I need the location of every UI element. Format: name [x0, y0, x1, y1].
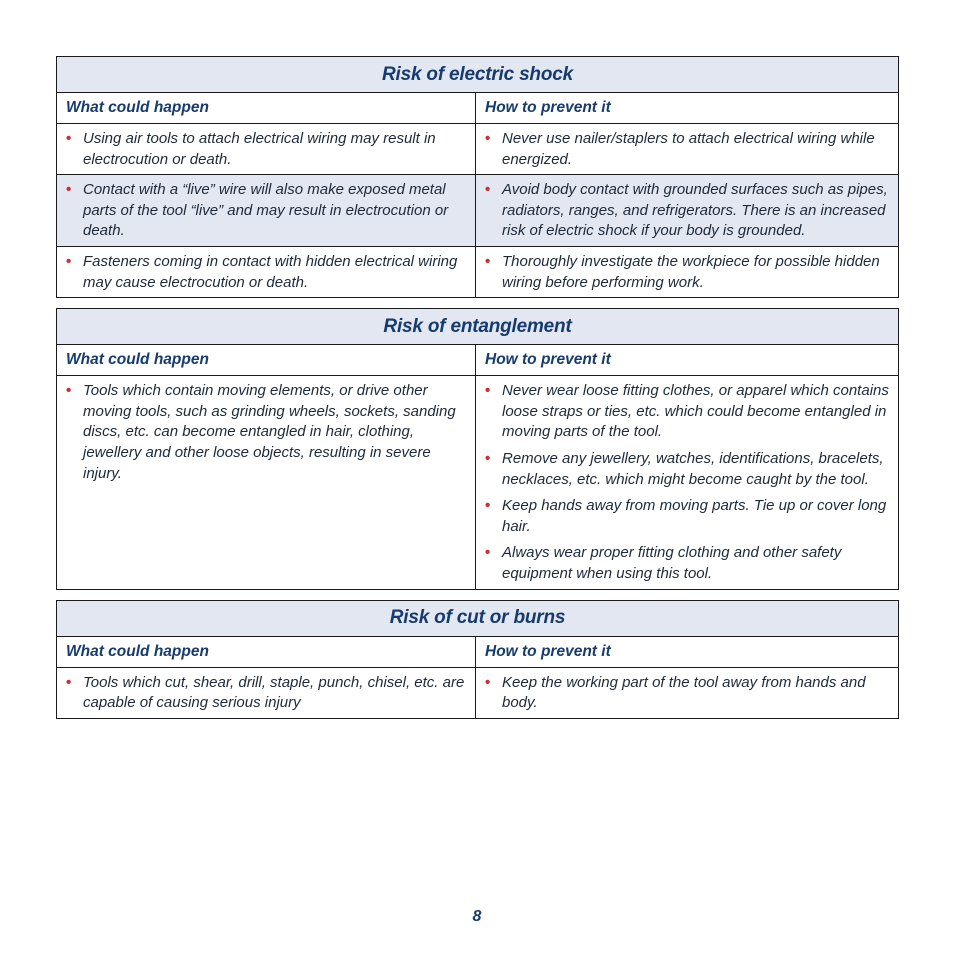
- column-header-how: How to prevent it: [476, 93, 899, 124]
- list-item: [485, 129, 890, 170]
- bullet-text: Keep hands away from moving parts. Tie up or cover long hair.: [502, 497, 887, 535]
- electric-shock-table: [56, 56, 899, 298]
- bullet-text: Fasteners coming in contact with hidden electrical wiring may cause electrocution or death.: [83, 252, 458, 291]
- bullet-text: Tools which cut, shear, drill, staple, punch, chisel, etc. are capable of causing serious injury: [83, 673, 465, 712]
- list-item: [485, 543, 890, 584]
- how-cell: [476, 376, 899, 589]
- table-row: [57, 124, 899, 175]
- list-item: [485, 381, 890, 443]
- cut-or-burns-table: [56, 600, 899, 719]
- bullet-text: Thoroughly investigate the workpiece for possible hidden wiring before performing work.: [502, 252, 880, 291]
- table-row: [57, 175, 899, 247]
- list-item: [485, 252, 890, 293]
- column-header-what: What could happen: [57, 93, 476, 124]
- entanglement-table: [56, 308, 899, 589]
- bullet-text: Never use nailer/staplers to attach electrical wiring while energized.: [502, 130, 875, 168]
- bullet-icon: •: [485, 181, 491, 199]
- bullet-icon: •: [485, 130, 491, 147]
- bullet-text: Tools which contain moving elements, or drive other moving tools, such as grinding wheels, sockets, sanding discs, etc. can become entangled in hair, clothing, jewellery and other loose objects, resulting in severe injury.: [83, 382, 456, 482]
- list-item: [485, 496, 890, 537]
- bullet-icon: •: [485, 497, 491, 515]
- column-header-what: What could happen: [57, 345, 476, 376]
- list-item: [66, 252, 467, 293]
- page-content: [56, 56, 898, 729]
- column-header-what: What could happen: [57, 636, 476, 667]
- bullet-text: Avoid body contact with grounded surfaces such as pipes, radiators, ranges, and refrigerators. There is an increased risk of electric shock if your body is grounded.: [502, 181, 888, 240]
- bullet-icon: •: [485, 252, 491, 270]
- column-header-how: How to prevent it: [476, 345, 899, 376]
- how-cell: [476, 124, 899, 175]
- section-title: Risk of entanglement: [57, 309, 899, 345]
- column-header-how: How to prevent it: [476, 636, 899, 667]
- bullet-icon: •: [485, 449, 491, 467]
- bullet-icon: •: [66, 252, 72, 270]
- table-row: [57, 246, 899, 297]
- what-cell: [57, 124, 476, 175]
- how-cell: [476, 667, 899, 718]
- bullet-icon: •: [66, 130, 72, 147]
- section-title: Risk of electric shock: [57, 57, 899, 93]
- list-item: [485, 449, 890, 490]
- table-row: [57, 376, 899, 589]
- list-item: [485, 180, 890, 242]
- list-item: [66, 381, 467, 484]
- bullet-icon: •: [66, 382, 72, 400]
- list-item: [66, 129, 467, 170]
- how-cell: [476, 246, 899, 297]
- bullet-icon: •: [66, 181, 72, 199]
- bullet-text: Never wear loose fitting clothes, or apparel which contains loose straps or ties, etc. which could become entangled in moving parts of the tool.: [502, 382, 889, 441]
- what-cell: [57, 376, 476, 589]
- bullet-icon: •: [485, 544, 491, 562]
- list-item: [66, 673, 467, 714]
- list-item: [485, 673, 890, 714]
- how-cell: [476, 175, 899, 247]
- bullet-icon: •: [66, 673, 72, 691]
- what-cell: [57, 246, 476, 297]
- table-row: [57, 667, 899, 718]
- what-cell: [57, 667, 476, 718]
- bullet-icon: •: [485, 673, 491, 691]
- page-number: 8: [472, 908, 482, 925]
- section-title: Risk of cut or burns: [57, 600, 899, 636]
- what-cell: [57, 175, 476, 247]
- bullet-text: Using air tools to attach electrical wiring may result in electrocution or death.: [83, 130, 436, 168]
- bullet-text: Contact with a “live” wire will also make exposed metal parts of the tool “live” and may result in electrocution or death.: [83, 181, 449, 240]
- bullet-icon: •: [485, 382, 491, 400]
- bullet-text: Always wear proper fitting clothing and other safety equipment when using this tool.: [502, 544, 842, 582]
- bullet-text: Keep the working part of the tool away from hands and body.: [502, 673, 866, 712]
- bullet-text: Remove any jewellery, watches, identifications, bracelets, necklaces, etc. which might become caught by the tool.: [502, 449, 884, 488]
- list-item: [66, 180, 467, 242]
